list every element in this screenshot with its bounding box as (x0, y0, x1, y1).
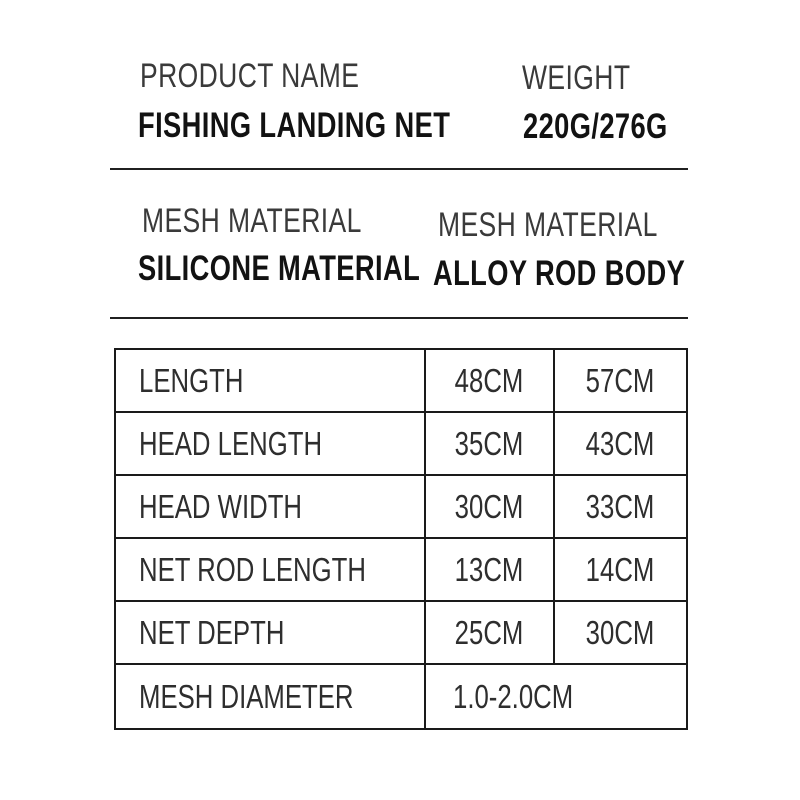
spec-row-label (116, 539, 426, 602)
spec-row-label (116, 350, 426, 413)
row-net-depth-value-2: 30CM (586, 614, 655, 651)
spec-row-label (116, 602, 426, 665)
row-mesh-diameter-value: 1.0-2.0CM (453, 678, 574, 715)
product-name-value (138, 106, 538, 146)
row-head-length-label: HEAD LENGTH (139, 425, 323, 462)
row-length-value-2: 57CM (586, 362, 655, 399)
weight-label-text: WEIGHT (522, 59, 631, 97)
mesh-material-right-value-text: ALLOY ROD BODY (433, 254, 686, 293)
weight-label (522, 59, 661, 98)
mesh-material-right-label (438, 206, 720, 245)
spec-row-value-2 (555, 476, 686, 539)
divider-top (110, 168, 688, 170)
spec-row-value-1 (426, 350, 555, 413)
divider-materials (110, 317, 688, 319)
spec-row-value-2 (555, 413, 686, 476)
product-name-label-text: PRODUCT NAME (140, 57, 360, 95)
row-net-depth-value-1: 25CM (455, 614, 524, 651)
spec-row-value-1 (426, 602, 555, 665)
row-net-rod-length-value-1: 13CM (455, 551, 524, 588)
mesh-material-left-label-text: MESH MATERIAL (142, 202, 362, 240)
spec-row-value-1 (426, 539, 555, 602)
row-head-length-value-1: 35CM (455, 425, 524, 462)
row-head-width-value-1: 30CM (455, 488, 524, 525)
spec-table (114, 348, 688, 730)
row-mesh-diameter-label: MESH DIAMETER (139, 678, 354, 715)
spec-row-value-1 (426, 476, 555, 539)
row-length-value-1: 48CM (455, 362, 524, 399)
mesh-material-right-value (433, 254, 756, 294)
spec-row-value-2 (555, 539, 686, 602)
spec-row-label (116, 413, 426, 476)
spec-row-value-2 (555, 602, 686, 665)
weight-value-text: 220G/276G (523, 107, 668, 146)
row-net-rod-length-label: NET ROD LENGTH (139, 551, 366, 588)
spec-row-label (116, 476, 426, 539)
row-head-width-value-2: 33CM (586, 488, 655, 525)
row-net-depth-label: NET DEPTH (139, 614, 285, 651)
row-head-width-label: HEAD WIDTH (139, 488, 303, 525)
row-head-length-value-2: 43CM (586, 425, 655, 462)
row-length-label: LENGTH (139, 362, 244, 399)
mesh-material-left-label (142, 202, 424, 241)
spec-row-value-1 (426, 413, 555, 476)
spec-row-value-merged (426, 665, 686, 728)
spec-row-value-2 (555, 350, 686, 413)
mesh-material-left-value-text: SILICONE MATERIAL (138, 249, 421, 288)
spec-row-label (116, 665, 426, 728)
product-name-value-text: FISHING LANDING NET (138, 106, 451, 145)
weight-value (523, 107, 708, 147)
product-name-label (140, 57, 421, 96)
mesh-material-right-label-text: MESH MATERIAL (438, 206, 658, 244)
row-net-rod-length-value-2: 14CM (586, 551, 655, 588)
